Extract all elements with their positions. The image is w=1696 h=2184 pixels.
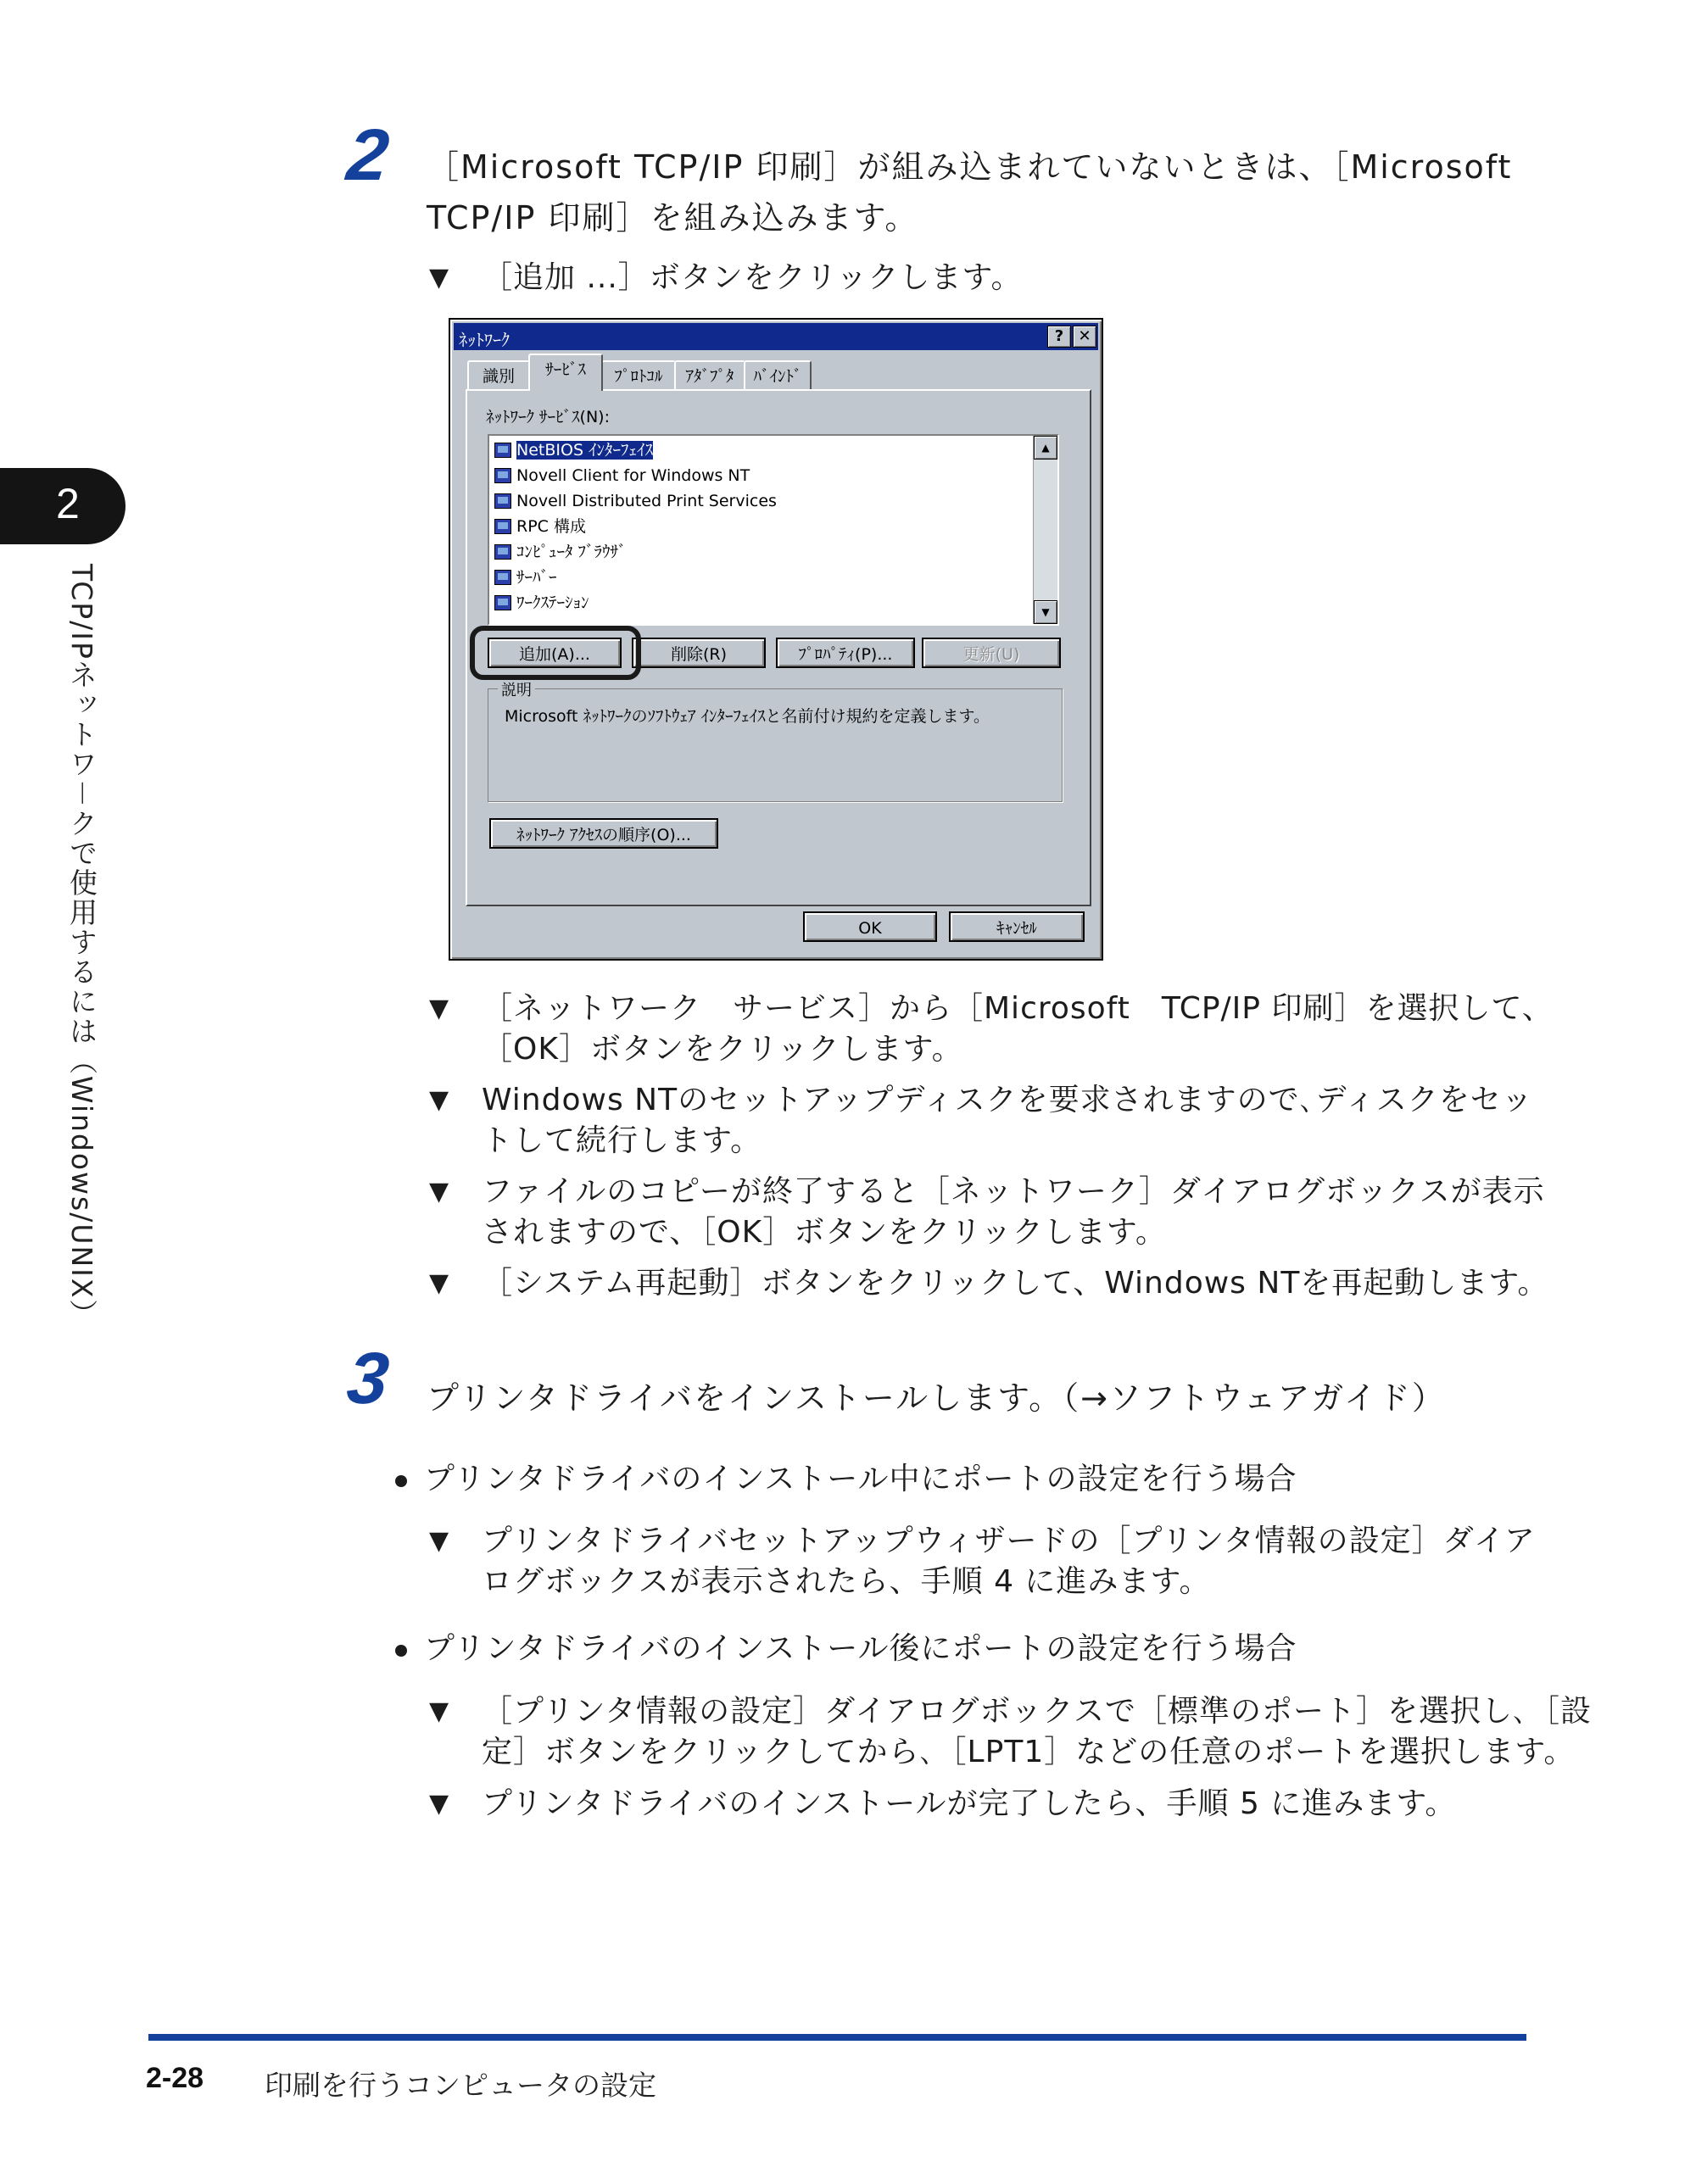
chapter-title-vertical: TCP/IPネットワ－クで使用するには（Windows/UNIX） bbox=[65, 564, 98, 1329]
bullet-marker: ▼ bbox=[429, 263, 449, 292]
tab-protocol[interactable]: ﾌﾟﾛﾄｺﾙ bbox=[601, 360, 676, 389]
list-item[interactable]: Novell Client for Windows NT bbox=[494, 463, 750, 488]
step2-bullet3-line1: Windows NTのセットアップディスクを要求されますので､ディスクをセッ bbox=[482, 1083, 1533, 1117]
step3-text: プリンタドライバをインストールします。（→ソフトウェアガイド） bbox=[427, 1379, 1446, 1417]
network-service-icon bbox=[494, 570, 511, 585]
step-number-3: 3 bbox=[343, 1338, 393, 1419]
ok-button[interactable]: OK bbox=[803, 911, 937, 942]
description-label: 説明 bbox=[498, 678, 535, 700]
bullet-marker: ▼ bbox=[429, 1085, 449, 1115]
network-service-icon bbox=[494, 468, 511, 483]
step2-bullet1: ［追加 ...］ボタンをクリックします。 bbox=[482, 260, 1023, 295]
step2-bullet2-line1: ［ネットワーク サービス］から［Microsoft TCP/IP 印刷］を選択して、 bbox=[482, 991, 1554, 1026]
step3-case1-bullet-line1: プリンタドライバセットアップウィザードの［プリンタ情報の設定］ダイア bbox=[482, 1524, 1536, 1558]
dialog-titlebar bbox=[454, 323, 1098, 350]
step2-line2: TCP/IP 印刷］を組み込みます。 bbox=[427, 199, 919, 237]
footer-rule bbox=[148, 2034, 1526, 2041]
tab-identification[interactable]: 識別 bbox=[467, 360, 530, 389]
network-service-icon bbox=[494, 544, 511, 560]
tab-bindings[interactable]: ﾊﾞｲﾝﾄﾞ bbox=[744, 360, 812, 389]
add-button[interactable]: 追加(A)... bbox=[488, 638, 622, 668]
tab-adapter[interactable]: ｱﾀﾞﾌﾟﾀ bbox=[674, 360, 745, 389]
update-button[interactable]: 更新(U) bbox=[922, 638, 1061, 668]
network-service-icon bbox=[494, 595, 511, 610]
bullet-marker: ▼ bbox=[429, 1268, 449, 1298]
properties-button[interactable]: ﾌﾟﾛﾊﾟﾃｨ(P)... bbox=[776, 638, 915, 668]
step3-case1-bullet-line2: ログボックスが表示されたら、手順 4 に進みます。 bbox=[482, 1564, 1211, 1599]
bullet-marker: ▼ bbox=[429, 1526, 449, 1556]
bullet-marker: ▼ bbox=[429, 994, 449, 1023]
step2-bullet4-line1: ファイルのコピーが終了すると［ネットワーク］ダイアログボックスが表示 bbox=[482, 1174, 1545, 1209]
remove-button[interactable]: 削除(R) bbox=[632, 638, 766, 668]
footer-section-title: 印刷を行うコンピュータの設定 bbox=[265, 2069, 656, 2102]
list-item[interactable]: ｺﾝﾋﾟｭｰﾀ ﾌﾞﾗｳｻﾞ bbox=[494, 539, 627, 565]
network-service-icon bbox=[494, 443, 511, 458]
close-button[interactable]: ✕ bbox=[1073, 326, 1096, 348]
network-access-order-button[interactable]: ﾈｯﾄﾜｰｸ ｱｸｾｽの順序(O)... bbox=[489, 818, 718, 849]
case-dot bbox=[395, 1475, 407, 1487]
bullet-marker: ▼ bbox=[429, 1696, 449, 1726]
tab-services[interactable]: ｻｰﾋﾞｽ bbox=[528, 354, 603, 391]
step3-case2-bullet2: プリンタドライバのインストールが完了したら、手順 5 に進みます。 bbox=[482, 1786, 1457, 1821]
case-dot bbox=[395, 1645, 407, 1657]
step3-case2-bullet1-line2: 定］ボタンをクリックしてから､［LPT1］などの任意のポートを選択します。 bbox=[482, 1735, 1576, 1769]
step2-bullet4-line2: されますので、［OK］ボタンをクリックします。 bbox=[482, 1215, 1167, 1250]
step2-bullet3-line2: トして続行します。 bbox=[482, 1123, 762, 1158]
dialog-title: ﾈｯﾄﾜｰｸ bbox=[459, 330, 510, 350]
bullet-marker: ▼ bbox=[429, 1177, 449, 1206]
step-number-2: 2 bbox=[343, 114, 393, 196]
bullet-marker: ▼ bbox=[429, 1789, 449, 1819]
cancel-button[interactable]: ｷｬﾝｾﾙ bbox=[949, 911, 1085, 942]
description-text: Microsoft ﾈｯﾄﾜｰｸのｿﾌﾄｳｪｱ ｲﾝﾀｰﾌｪｲｽと名前付け規約を定義します。 bbox=[505, 707, 990, 726]
step2-bullet5: ［システム再起動］ボタンをクリックして、Windows NTを再起動します。 bbox=[482, 1266, 1549, 1301]
step3-case2-title: プリンタドライバのインストール後にポートの設定を行う場合 bbox=[424, 1631, 1297, 1666]
step2-line1: ［Microsoft TCP/IP 印刷］が組み込まれていないときは、［Microsoft bbox=[427, 148, 1513, 186]
list-item[interactable]: NetBIOS ｲﾝﾀｰﾌｪｲｽ bbox=[494, 437, 653, 463]
list-scrollbar[interactable] bbox=[1033, 436, 1057, 624]
add-button-highlight bbox=[470, 626, 641, 680]
list-item[interactable]: ﾜｰｸｽﾃｰｼｮﾝ bbox=[494, 590, 589, 616]
list-item[interactable]: Novell Distributed Print Services bbox=[494, 488, 777, 514]
page-number: 2-28 bbox=[146, 2062, 204, 2094]
services-list-label: ﾈｯﾄﾜｰｸ ｻｰﾋﾞｽ(N): bbox=[486, 408, 610, 426]
help-button[interactable]: ? bbox=[1047, 326, 1071, 348]
network-service-icon bbox=[494, 519, 511, 534]
step3-case2-bullet1-line1: ［プリンタ情報の設定］ダイアログボックスで［標準のポート］を選択し､［設 bbox=[482, 1694, 1592, 1729]
scroll-up-icon[interactable]: ▲ bbox=[1034, 436, 1057, 460]
scroll-down-icon[interactable]: ▼ bbox=[1034, 600, 1057, 624]
network-service-icon bbox=[494, 493, 511, 509]
step2-bullet2-line2: ［OK］ボタンをクリックします。 bbox=[482, 1032, 963, 1067]
list-item[interactable]: ｻｰﾊﾞｰ bbox=[494, 565, 557, 590]
chapter-number: 2 bbox=[56, 480, 80, 527]
step3-case1-title: プリンタドライバのインストール中にポートの設定を行う場合 bbox=[424, 1462, 1297, 1496]
services-listbox[interactable] bbox=[488, 434, 1059, 626]
list-item[interactable]: RPC 構成 bbox=[494, 514, 586, 539]
